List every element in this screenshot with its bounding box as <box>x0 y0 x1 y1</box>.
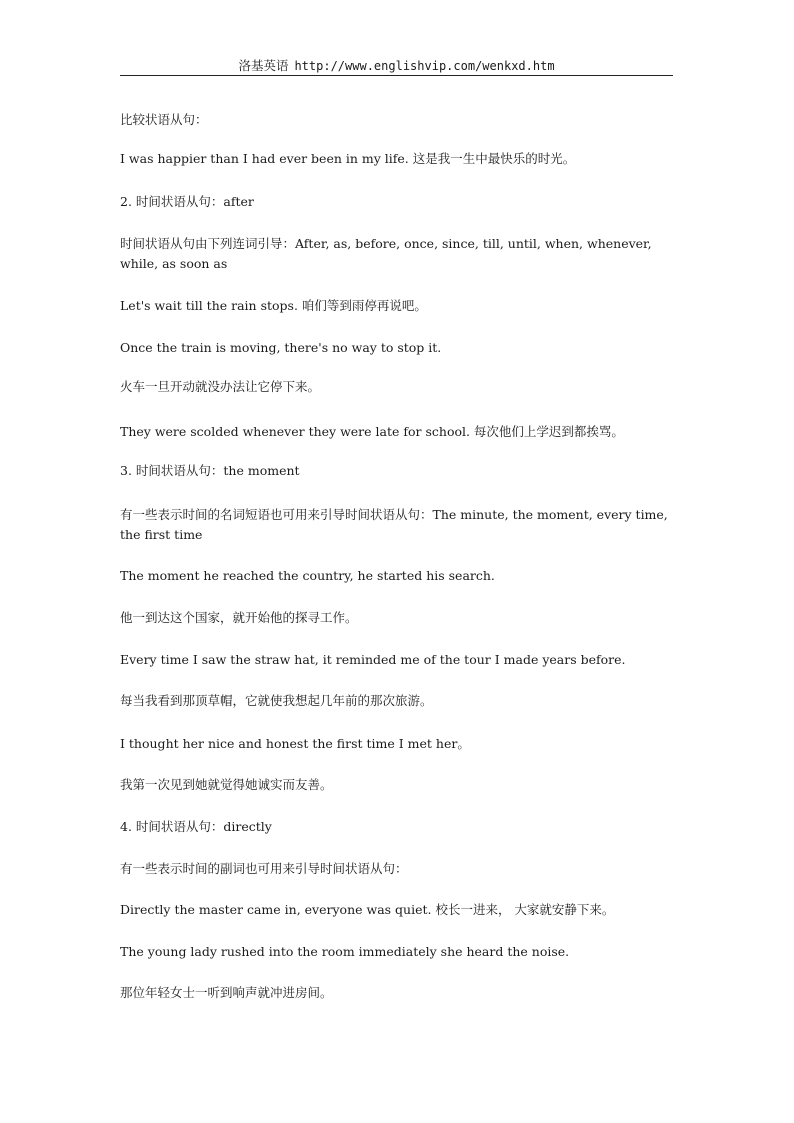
example-sentence: I was happier than I had ever been in my life. 这是我一生中最快乐的时光。 <box>120 151 576 166</box>
explanation-paragraph: 有一些表示时间的名词短语也可用来引导时间状语从句：The minute, the moment, every time, the first time <box>120 507 668 542</box>
translation-sentence: 他一到达这个国家，就开始他的探寻工作。 <box>120 610 358 625</box>
section-heading-directly: 4. 时间状语从句：directly <box>120 819 272 834</box>
example-sentence: Let's wait till the rain stops. 咱们等到雨停再说吧。 <box>120 298 427 313</box>
example-sentence: They were scolded whenever they were late for school. 每次他们上学迟到都挨骂。 <box>120 424 624 439</box>
explanation-paragraph: 时间状语从句由下列连词引导：After, as, before, once, since, till, until, when, whenever, while, as soon as <box>120 236 652 271</box>
section-heading-the-moment: 3. 时间状语从句：the moment <box>120 463 300 478</box>
example-sentence: Every time I saw the straw hat, it reminded me of the tour I made years before. <box>120 652 626 667</box>
example-sentence: Once the train is moving, there's no way to stop it. <box>120 340 442 355</box>
section-heading-after: 2. 时间状语从句：after <box>120 194 254 209</box>
explanation-paragraph: 有一些表示时间的副词也可用来引导时间状语从句： <box>120 861 408 876</box>
header-url: http://www.englishvip.com/wenkxd.htm <box>294 59 555 73</box>
section-heading-comparison: 比较状语从句： <box>120 112 208 127</box>
header-brand: 洛基英语 <box>238 58 289 73</box>
translation-sentence: 我第一次见到她就觉得她诚实而友善。 <box>120 777 333 792</box>
page-header <box>120 57 673 76</box>
example-sentence: Directly the master came in, everyone was quiet. 校长一进来， 大家就安静下来。 <box>120 902 615 917</box>
translation-sentence: 每当我看到那顶草帽，它就使我想起几年前的那次旅游。 <box>120 693 433 708</box>
translation-sentence: 那位年轻女士一听到响声就冲进房间。 <box>120 985 333 1000</box>
example-sentence: The young lady rushed into the room immediately she heard the noise. <box>120 944 570 959</box>
example-sentence: I thought her nice and honest the first time I met her。 <box>120 736 470 751</box>
example-sentence: The moment he reached the country, he started his search. <box>120 568 495 583</box>
translation-sentence: 火车一旦开动就没办法让它停下来。 <box>120 379 321 394</box>
